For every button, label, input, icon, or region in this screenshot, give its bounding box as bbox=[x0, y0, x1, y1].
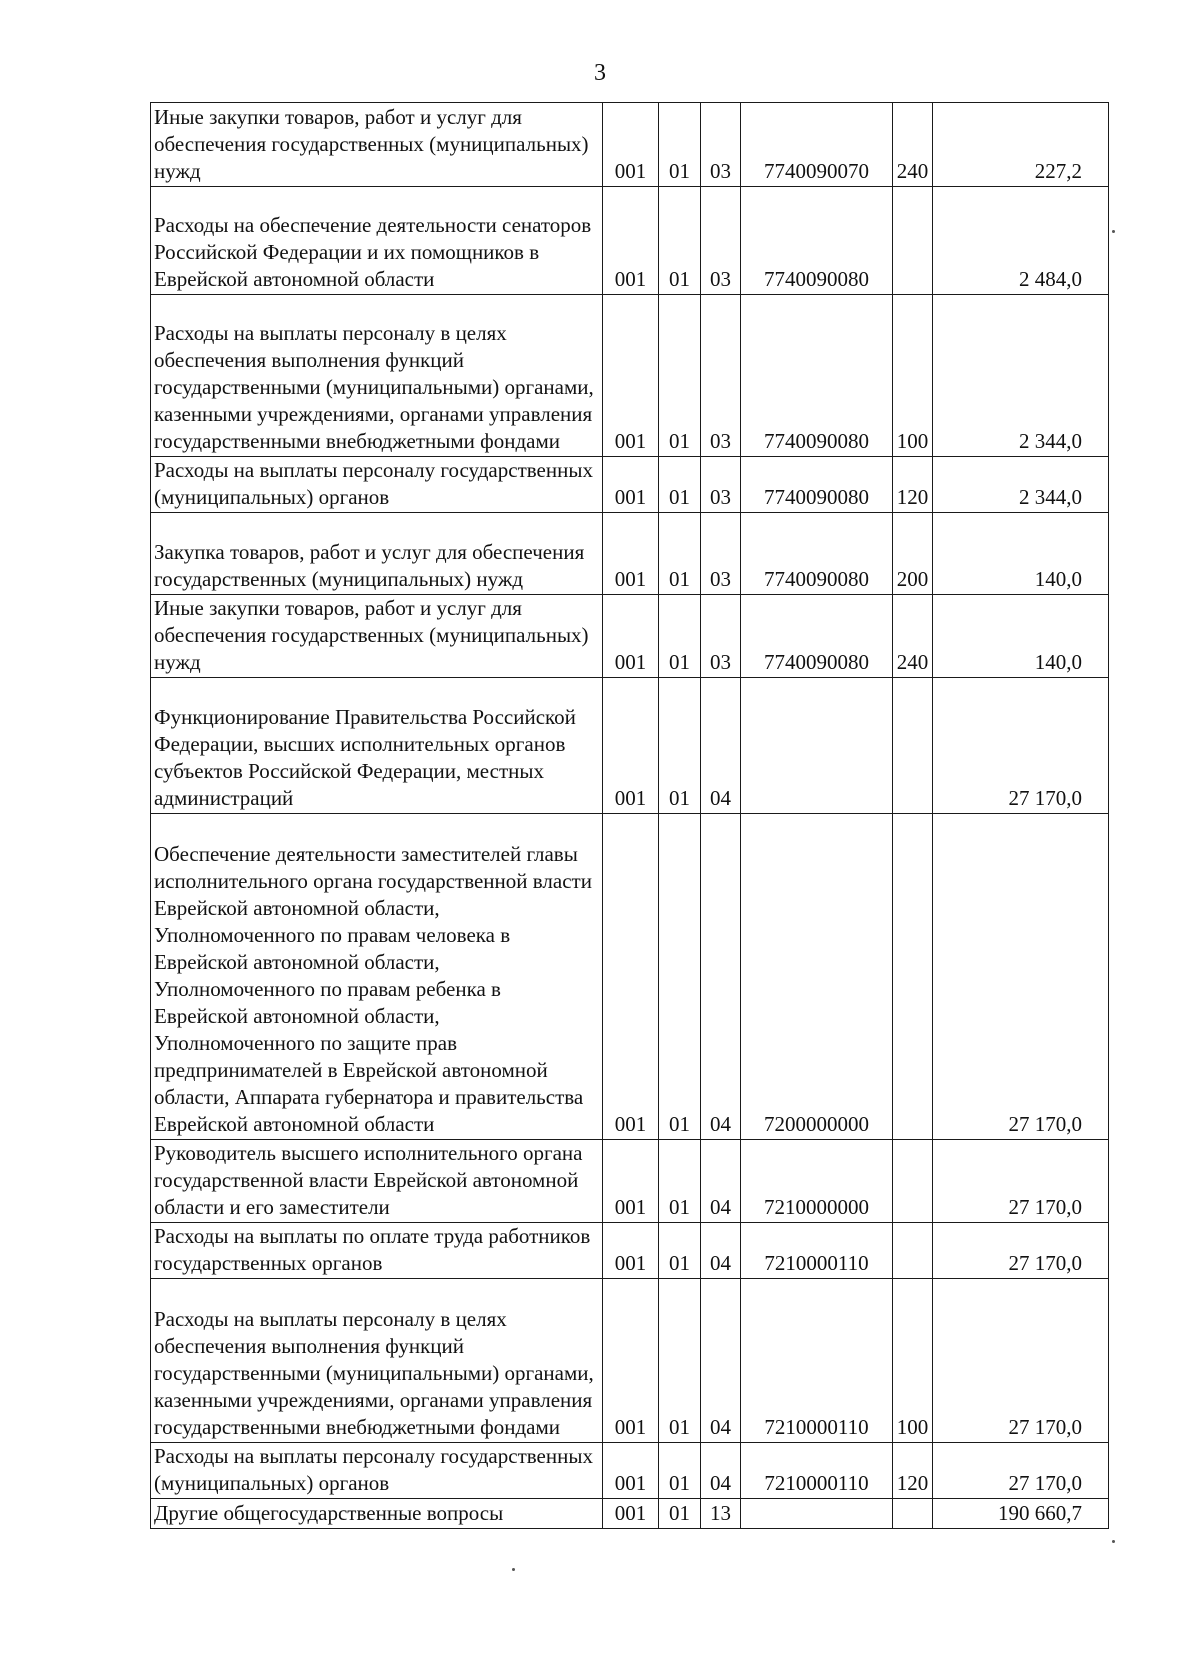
row-csr: 7740090080 bbox=[741, 595, 893, 678]
row-vr: 240 bbox=[893, 103, 933, 187]
row-gr: 001 bbox=[603, 295, 659, 457]
row-name: Расходы на выплаты персоналу государственных (муниципальных) органов bbox=[151, 1443, 603, 1499]
row-vr bbox=[893, 1223, 933, 1279]
row-csr: 7740090070 bbox=[741, 103, 893, 187]
table-row bbox=[151, 457, 1109, 513]
row-rz: 01 bbox=[659, 1499, 701, 1529]
row-csr: 7210000000 bbox=[741, 1140, 893, 1223]
row-pr: 04 bbox=[701, 1140, 741, 1223]
row-sum: 140,0 bbox=[933, 595, 1109, 678]
row-rz: 01 bbox=[659, 1279, 701, 1443]
row-rz: 01 bbox=[659, 814, 701, 1140]
row-vr: 100 bbox=[893, 1279, 933, 1443]
row-pr: 04 bbox=[701, 1223, 741, 1279]
row-name: Расходы на выплаты персоналу в целях обеспечения выполнения функций государственными (муниципальными) органами, казенными учреждениями, органами управления государственными внебюджетными фондами bbox=[151, 1279, 603, 1443]
row-csr: 7740090080 bbox=[741, 457, 893, 513]
row-name: Другие общегосударственные вопросы bbox=[151, 1499, 603, 1529]
row-name: Функционирование Правительства Российской Федерации, высших исполнительных органов субъектов Российской Федерации, местных администраций bbox=[151, 678, 603, 814]
row-csr bbox=[741, 678, 893, 814]
table-row bbox=[151, 1499, 1109, 1529]
row-gr: 001 bbox=[603, 1499, 659, 1529]
table-row bbox=[151, 1223, 1109, 1279]
row-sum: 190 660,7 bbox=[933, 1499, 1109, 1529]
row-csr: 7740090080 bbox=[741, 187, 893, 295]
row-csr: 7210000110 bbox=[741, 1443, 893, 1499]
row-rz: 01 bbox=[659, 1443, 701, 1499]
row-csr: 7740090080 bbox=[741, 295, 893, 457]
row-pr: 13 bbox=[701, 1499, 741, 1529]
row-sum: 27 170,0 bbox=[933, 1443, 1109, 1499]
row-pr: 03 bbox=[701, 103, 741, 187]
row-csr: 7740090080 bbox=[741, 513, 893, 595]
table-row bbox=[151, 513, 1109, 595]
row-name: Расходы на выплаты персоналу государственных (муниципальных) органов bbox=[151, 457, 603, 513]
row-gr: 001 bbox=[603, 595, 659, 678]
row-sum: 227,2 bbox=[933, 103, 1109, 187]
row-vr: 100 bbox=[893, 295, 933, 457]
row-rz: 01 bbox=[659, 187, 701, 295]
row-pr: 03 bbox=[701, 595, 741, 678]
row-gr: 001 bbox=[603, 103, 659, 187]
row-sum: 27 170,0 bbox=[933, 1140, 1109, 1223]
row-sum: 2 344,0 bbox=[933, 295, 1109, 457]
table-row bbox=[151, 1443, 1109, 1499]
row-gr: 001 bbox=[603, 678, 659, 814]
row-pr: 04 bbox=[701, 678, 741, 814]
row-csr: 7210000110 bbox=[741, 1223, 893, 1279]
row-vr: 120 bbox=[893, 457, 933, 513]
row-name: Обеспечение деятельности заместителей главы исполнительного органа государственной власти Еврейской автономной области, Уполномоченного по правам человека в Еврейской автономной области, Уполномоченного по правам ребенка в Еврейской автономной области, Уполномоченного по защите прав предпринимателей в Еврейской автономной области, Аппарата губернатора и правительства Еврейской автономной области bbox=[151, 814, 603, 1140]
row-pr: 03 bbox=[701, 457, 741, 513]
scan-speck bbox=[1112, 230, 1115, 233]
row-rz: 01 bbox=[659, 513, 701, 595]
row-pr: 03 bbox=[701, 295, 741, 457]
row-csr: 7210000110 bbox=[741, 1279, 893, 1443]
row-vr: 200 bbox=[893, 513, 933, 595]
row-sum: 2 484,0 bbox=[933, 187, 1109, 295]
table-row bbox=[151, 814, 1109, 1140]
row-name: Иные закупки товаров, работ и услуг для обеспечения государственных (муниципальных) нужд bbox=[151, 595, 603, 678]
row-gr: 001 bbox=[603, 187, 659, 295]
row-name: Расходы на обеспечение деятельности сенаторов Российской Федерации и их помощников в Еврейской автономной области bbox=[151, 187, 603, 295]
table-row bbox=[151, 103, 1109, 187]
table-row bbox=[151, 187, 1109, 295]
row-gr: 001 bbox=[603, 1443, 659, 1499]
row-gr: 001 bbox=[603, 1140, 659, 1223]
row-gr: 001 bbox=[603, 457, 659, 513]
row-name: Иные закупки товаров, работ и услуг для обеспечения государственных (муниципальных) нужд bbox=[151, 103, 603, 187]
row-gr: 001 bbox=[603, 1279, 659, 1443]
table-row bbox=[151, 1279, 1109, 1443]
row-gr: 001 bbox=[603, 513, 659, 595]
table-row bbox=[151, 295, 1109, 457]
scan-speck bbox=[1112, 1540, 1115, 1543]
budget-table bbox=[150, 102, 1109, 1529]
row-vr: 120 bbox=[893, 1443, 933, 1499]
row-pr: 04 bbox=[701, 1443, 741, 1499]
row-vr bbox=[893, 1499, 933, 1529]
row-rz: 01 bbox=[659, 103, 701, 187]
row-pr: 03 bbox=[701, 187, 741, 295]
row-name: Расходы на выплаты персоналу в целях обеспечения выполнения функций государственными (муниципальными) органами, казенными учреждениями, органами управления государственными внебюджетными фондами bbox=[151, 295, 603, 457]
row-sum: 27 170,0 bbox=[933, 678, 1109, 814]
row-pr: 04 bbox=[701, 814, 741, 1140]
table-row bbox=[151, 1140, 1109, 1223]
row-rz: 01 bbox=[659, 1223, 701, 1279]
row-sum: 27 170,0 bbox=[933, 814, 1109, 1140]
row-pr: 04 bbox=[701, 1279, 741, 1443]
row-vr: 240 bbox=[893, 595, 933, 678]
row-vr bbox=[893, 678, 933, 814]
row-sum: 27 170,0 bbox=[933, 1279, 1109, 1443]
row-name: Руководитель высшего исполнительного органа государственной власти Еврейской автономной области и его заместители bbox=[151, 1140, 603, 1223]
row-rz: 01 bbox=[659, 457, 701, 513]
table-row bbox=[151, 595, 1109, 678]
row-gr: 001 bbox=[603, 1223, 659, 1279]
row-name: Расходы на выплаты по оплате труда работников государственных органов bbox=[151, 1223, 603, 1279]
row-vr bbox=[893, 1140, 933, 1223]
row-csr: 7200000000 bbox=[741, 814, 893, 1140]
row-vr bbox=[893, 814, 933, 1140]
scan-speck bbox=[512, 1568, 515, 1571]
row-sum: 2 344,0 bbox=[933, 457, 1109, 513]
page-number: 3 bbox=[594, 60, 606, 86]
table-row bbox=[151, 678, 1109, 814]
row-name: Закупка товаров, работ и услуг для обеспечения государственных (муниципальных) нужд bbox=[151, 513, 603, 595]
row-rz: 01 bbox=[659, 295, 701, 457]
row-rz: 01 bbox=[659, 1140, 701, 1223]
row-sum: 140,0 bbox=[933, 513, 1109, 595]
row-pr: 03 bbox=[701, 513, 741, 595]
row-gr: 001 bbox=[603, 814, 659, 1140]
row-sum: 27 170,0 bbox=[933, 1223, 1109, 1279]
row-vr bbox=[893, 187, 933, 295]
row-csr bbox=[741, 1499, 893, 1529]
row-rz: 01 bbox=[659, 678, 701, 814]
row-rz: 01 bbox=[659, 595, 701, 678]
